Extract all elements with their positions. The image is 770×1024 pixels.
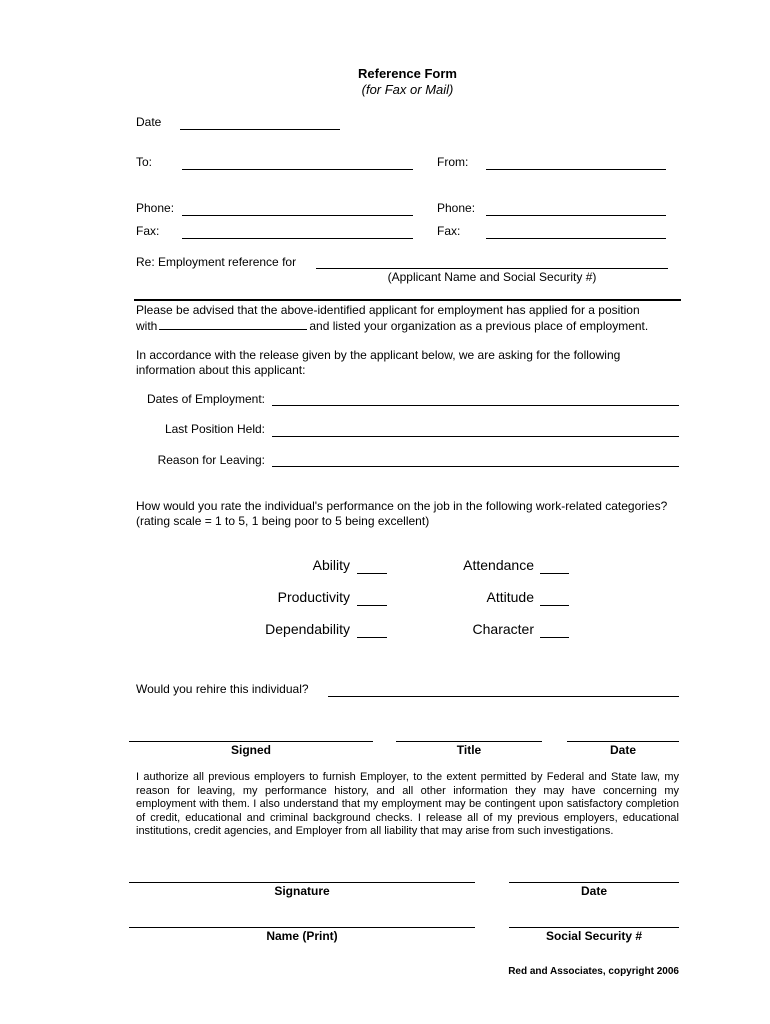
character-label: Character	[472, 621, 534, 637]
attendance-label: Attendance	[463, 557, 534, 573]
dependability-label: Dependability	[265, 621, 350, 637]
dependability-rating-line[interactable]	[357, 637, 387, 638]
form-title: Reference Form	[358, 66, 457, 81]
dates-of-employment-line[interactable]	[272, 405, 679, 406]
to-field-line[interactable]	[182, 169, 413, 170]
signature-line[interactable]	[129, 882, 475, 883]
name-print-line[interactable]	[129, 927, 475, 928]
ability-label: Ability	[312, 557, 350, 573]
signed-date-label: Date	[609, 743, 636, 757]
to-label: To:	[136, 155, 153, 169]
phone-right-label: Phone:	[437, 201, 476, 215]
date-field-line[interactable]	[180, 129, 340, 130]
intro-line-2	[136, 318, 648, 333]
fax-left-field-line[interactable]	[182, 238, 413, 239]
signature-date-line[interactable]	[509, 882, 679, 883]
intro-line-2-end: and listed your organization as a previous place of employment.	[309, 319, 649, 333]
title-line[interactable]	[396, 741, 542, 742]
character-rating-line[interactable]	[540, 637, 569, 638]
rehire-label: Would you rehire this individual?	[136, 682, 309, 696]
fax-right-field-line[interactable]	[486, 238, 666, 239]
title-label: Title	[456, 743, 482, 757]
rehire-line[interactable]	[328, 696, 679, 697]
attitude-label: Attitude	[486, 589, 534, 605]
re-caption: (Applicant Name and Social Security #)	[387, 270, 597, 284]
name-print-label: Name (Print)	[266, 929, 338, 943]
ssn-line[interactable]	[509, 927, 679, 928]
attitude-rating-line[interactable]	[540, 605, 569, 606]
rating-question: How would you rate the individual's performance on the job in the following work-related categories? (rating scale = 1 to 5, 1 being poor to 5 being excellent)	[136, 499, 668, 528]
last-position-label: Last Position Held:	[164, 422, 265, 436]
fax-right-label: Fax:	[437, 224, 461, 238]
ssn-label: Social Security #	[545, 929, 643, 943]
ability-rating-line[interactable]	[357, 573, 387, 574]
reason-leaving-label: Reason for Leaving:	[157, 453, 265, 467]
phone-left-field-line[interactable]	[182, 215, 413, 216]
copyright-footer: Red and Associates, copyright 2006	[508, 966, 679, 977]
productivity-label: Productivity	[277, 589, 350, 605]
authorization-paragraph: I authorize all previous employers to furnish Employer, to the extent permitted by Federal and State law, my reason for leaving, my performance history, and all other information they may have concerning my employment with them. I also understand that my employment may be contingent upon satisfactory completion of credit, educational and criminal background checks. I release all of my previous employers, educational institutions, credit agencies, and Employer from all liability that may arise from such investigations.	[136, 771, 679, 837]
last-position-line[interactable]	[272, 436, 679, 437]
signed-date-line[interactable]	[567, 741, 679, 742]
from-field-line[interactable]	[486, 169, 666, 170]
release-paragraph: In accordance with the release given by the applicant below, we are asking for the following information about this applicant:	[136, 348, 621, 377]
signed-line[interactable]	[129, 741, 373, 742]
position-field-line[interactable]	[159, 318, 307, 330]
section-divider	[134, 299, 681, 301]
intro-line-1: Please be advised that the above-identified applicant for employment has applied for a position	[136, 303, 640, 317]
re-label: Re: Employment reference for	[136, 255, 297, 269]
intro-line-2-start: with	[136, 319, 158, 333]
re-field-line[interactable]	[316, 268, 668, 269]
date-label: Date	[136, 115, 162, 129]
phone-right-field-line[interactable]	[486, 215, 666, 216]
form-subtitle: (for Fax or Mail)	[361, 82, 454, 97]
fax-left-label: Fax:	[136, 224, 160, 238]
signed-label: Signed	[230, 743, 271, 757]
attendance-rating-line[interactable]	[540, 573, 569, 574]
productivity-rating-line[interactable]	[357, 605, 387, 606]
from-label: From:	[437, 155, 469, 169]
signature-label: Signature	[274, 884, 330, 898]
phone-left-label: Phone:	[136, 201, 175, 215]
signature-date-label: Date	[580, 884, 607, 898]
reason-leaving-line[interactable]	[272, 466, 679, 467]
dates-of-employment-label: Dates of Employment:	[146, 392, 265, 406]
